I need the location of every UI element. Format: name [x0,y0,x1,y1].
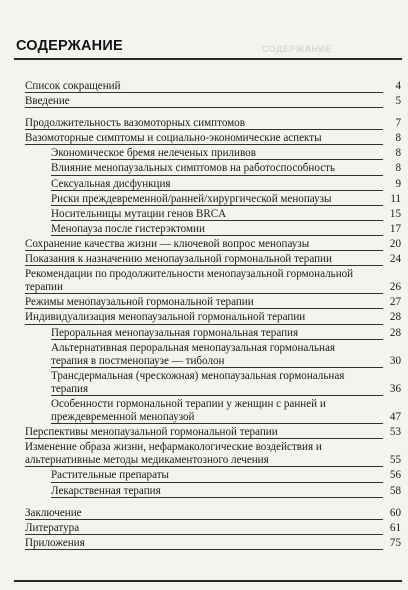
toc-entry-title: Пероральная менопаузальная гормональная терапия [51,326,299,339]
toc-entry-title: Влияние менопаузальных симптомов на работоспособность [51,162,336,175]
toc-subentry[interactable] [25,398,401,424]
toc-entry-page: 55 [389,454,401,467]
toc-entry-title: Особенности гормональной терапии у женщин с ранней и преждевременной менопаузой [51,397,326,424]
toc-entry-page: 28 [389,311,401,324]
toc-entry[interactable] [25,296,401,309]
toc-entry-title: Лекарственная терапия [51,484,161,497]
toc-entry-title: Альтернативная пероральная менопаузальная гормональная терапия в постменопаузе — тиболон [51,341,335,367]
toc-entry-page: 8 [395,132,401,145]
toc-entry-page: 9 [395,177,401,190]
toc-entry-title: Рекомендации по продолжительности менопаузальной гормональной терапии [25,268,354,294]
toc-entry-title: Экономическое бремя нелеченых приливов [51,147,256,160]
toc-entry[interactable] [25,426,401,439]
toc-entry[interactable] [25,253,401,266]
toc-entry-title: Введение [25,95,70,108]
table-of-contents [25,80,401,552]
toc-entry[interactable] [25,507,401,520]
toc-entry-title: Изменение образа жизни, нефармакологические воздействия и альтернативные методы медикаментозного лечения [25,441,322,467]
toc-entry-page: 27 [389,296,401,309]
toc-entry-page: 26 [389,281,401,294]
toc-entry-title: Растительные препараты [51,469,170,482]
bleed-through-heading: СОДЕРЖАНИЕ [262,44,333,54]
toc-entry-page: 47 [389,411,401,424]
toc-entry[interactable] [25,522,401,535]
toc-subentry[interactable] [25,178,401,191]
toc-entry-page: 56 [389,469,401,482]
toc-entry-page: 15 [389,207,401,220]
toc-entry-page: 11 [390,192,401,205]
toc-entry-title: Перспективы менопаузальной гормональной терапии [25,426,278,439]
toc-entry-title: Трансдермальная (чрескожная) менопаузальная гормональная терапия [51,369,345,395]
toc-entry-page: 24 [389,253,401,266]
toc-entry-page: 36 [389,382,401,395]
toc-entry[interactable] [25,537,401,550]
toc-entry-title: Заключение [25,506,82,519]
toc-entry-page: 58 [389,484,401,497]
toc-entry-page: 30 [389,354,401,367]
toc-entry-page: 61 [389,521,401,534]
toc-entry-page: 8 [395,147,401,160]
toc-subentry[interactable] [25,147,401,160]
toc-entry-page: 75 [389,536,401,549]
title-rule [14,58,402,60]
toc-entry[interactable] [25,441,401,467]
toc-entry-page: 17 [389,222,401,235]
toc-subentry[interactable] [25,327,401,340]
toc-entry[interactable] [25,117,401,130]
toc-entry-page: 5 [395,95,401,108]
toc-entry[interactable] [25,80,401,93]
toc-subentry[interactable] [25,193,401,206]
toc-entry-page: 7 [395,117,401,130]
toc-subentry[interactable] [25,342,401,368]
toc-subentry[interactable] [25,223,401,236]
toc-entry-title: Сохранение качества жизни — ключевой вопрос менопаузы [25,237,310,250]
toc-entry-title: Список сокращений [25,80,121,92]
toc-entry-page: 53 [389,426,401,439]
toc-entry-title: Индивидуализация менопаузальной гормональной терапии [25,311,306,324]
toc-subentry[interactable] [25,370,401,396]
toc-entry-title: Продолжительность вазомоторных симптомов [25,117,245,130]
toc-entry-page: 28 [389,326,401,339]
toc-subentry[interactable] [25,208,401,221]
toc-entry-page: 20 [389,237,401,250]
toc-entry[interactable] [25,268,401,294]
toc-entry-title: Показания к назначению менопаузальной гормональной терапии [25,253,332,266]
toc-entry-title: Режимы менопаузальной гормональной терапии [25,296,254,309]
toc-entry[interactable] [25,311,401,324]
page-title: СОДЕРЖАНИЕ [16,38,123,54]
toc-subentry[interactable] [25,162,401,175]
toc-entry-title: Вазомоторные симптомы и социально-экономические аспекты [25,132,322,145]
toc-entry-title: Носительницы мутации генов BRCA [51,207,227,220]
bottom-rule [14,580,402,582]
toc-entry-title: Риски преждевременной/ранней/хирургической менопаузы [51,192,332,205]
toc-entry-page: 4 [395,80,401,92]
toc-entry[interactable] [25,95,401,108]
toc-entry[interactable] [25,132,401,145]
toc-entry-title: Сексуальная дисфункция [51,177,171,190]
toc-entry-page: 8 [395,162,401,175]
toc-entry-title: Литература [25,521,80,534]
toc-entry[interactable] [25,238,401,251]
toc-entry-title: Приложения [25,536,85,549]
toc-entry-title: Менопауза после гистерэктомии [51,222,205,235]
toc-subentry[interactable] [25,485,401,498]
toc-subentry[interactable] [25,469,401,482]
toc-entry-page: 60 [389,506,401,519]
